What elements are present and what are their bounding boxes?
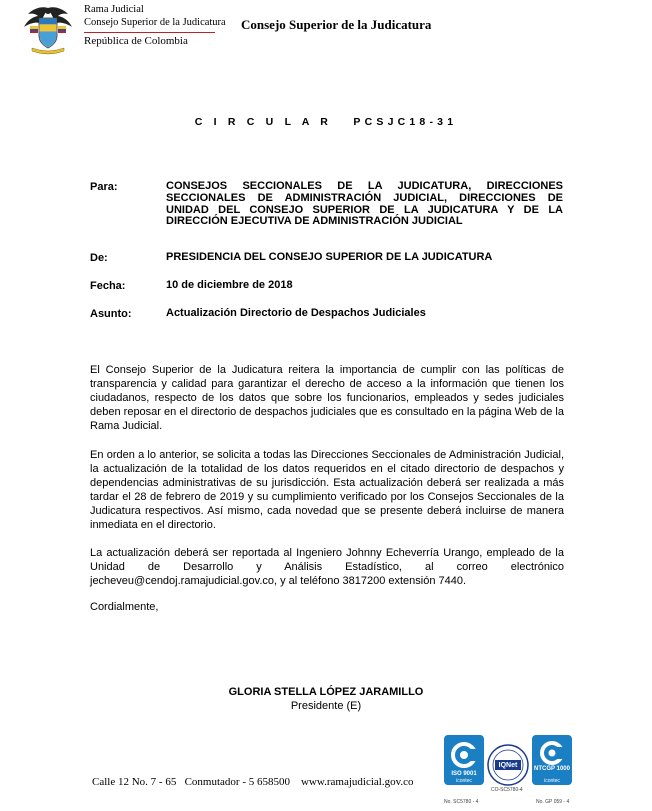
- circular-title: C I R C U L A R PCSJC18-31: [194, 116, 458, 128]
- header-title: Consejo Superior de la Judicatura: [241, 17, 432, 32]
- asunto-value: Actualización Directorio de Despachos Judiciales: [166, 307, 426, 319]
- iqnet-label: IQNet: [498, 762, 518, 769]
- de-label: De:: [90, 252, 108, 264]
- org-line-1: Rama Judicial: [84, 4, 144, 15]
- asunto-label: Asunto:: [90, 308, 132, 320]
- para-line: DIRECCIÓN EJECUTIVA DE ADMINISTRACIÓN JUDICIAL: [166, 215, 463, 228]
- body-paragraph-2: En orden a lo anterior, se solicita a todas las Direcciones Seccionales de Administración Judicial, la actualización de la totalidad de los datos requeridos en el citado directorio de despachos y dependencias administrativas de su jurisdicción. Esta actualización deberá ser realizada a más tardar el 28 de febrero de 2019 y su cumplimiento verificado por los Consejos Seccionales de la Judicatura respectivos. Así mismo, cada novedad que se presente deberá incluirse de manera inmediata en el directorio.: [90, 449, 564, 532]
- footer-address: Calle 12 No. 7 - 65 Conmutador - 5 658500 www.ramajudicial.gov.co: [92, 776, 414, 788]
- colombia-coat-of-arms-logo: [20, 4, 76, 56]
- iqnet-badge: [487, 744, 529, 791]
- ntcgp-1000-badge: [532, 735, 572, 805]
- de-value: PRESIDENCIA DEL CONSEJO SUPERIOR DE LA JUDICATURA: [166, 251, 493, 263]
- iso-badge-brand: icontec: [456, 778, 472, 784]
- org-line-3: República de Colombia: [84, 35, 188, 47]
- org-name-block: [84, 3, 226, 29]
- iso-badge-label: ISO 9001: [451, 771, 477, 777]
- body-paragraph-3: La actualización deberá ser reportada al Ingeniero Johnny Echeverría Urango, empleado de la Unidad de Desarrollo y Análisis Estadístico, al correo electrónico jecheveu@cendoj.ramajudicial.gov.co, y al teléfono 3817200 extensión 7440.: [90, 547, 564, 588]
- ntcgp-badge-label: NTCGP 1000: [534, 766, 570, 772]
- para-line: CONSEJOS SECCIONALES DE LA JUDICATURA, DIRECCIONES: [166, 180, 563, 192]
- para-value: [166, 181, 563, 228]
- header-red-rule: [84, 32, 215, 33]
- para-label: Para:: [90, 181, 118, 193]
- ntcgp-badge-caption: No. GP 059 - 4: [536, 799, 570, 805]
- body-paragraph-1: El Consejo Superior de la Judicatura reitera la importancia de cumplir con las políticas de transparencia y calidad para garantizar el derecho de acceso a la información que tienen los ciudadanos, respecto de los datos que sobre los funcionarios, empleados y sedes judiciales deben reposar en el directorio de despachos judiciales que es consultado en la página Web de la Rama Judicial.: [90, 364, 564, 433]
- fecha-value: 10 de diciembre de 2018: [166, 279, 293, 291]
- para-line: UNIDAD DEL CONSEJO SUPERIOR DE LA JUDICATURA Y DE LA: [166, 203, 563, 216]
- signatory-name: GLORIA STELLA LÓPEZ JARAMILLO: [228, 686, 424, 698]
- iso-badge-caption: No. SC5780 - 4: [444, 799, 479, 805]
- org-line-2: Consejo Superior de la Judicatura: [84, 17, 226, 28]
- ntcgp-badge-brand: icontec: [544, 778, 560, 784]
- para-line: SECCIONALES DE ADMINISTRACIÓN JUDICIAL, DIRECCIONES DE: [166, 191, 563, 204]
- closing: Cordialmente,: [90, 601, 159, 613]
- iqnet-caption: CO-SC5780-4: [491, 787, 523, 793]
- iso-9001-badge: [444, 735, 484, 805]
- signatory-role: Presidente (E): [290, 700, 362, 712]
- fecha-label: Fecha:: [90, 280, 126, 292]
